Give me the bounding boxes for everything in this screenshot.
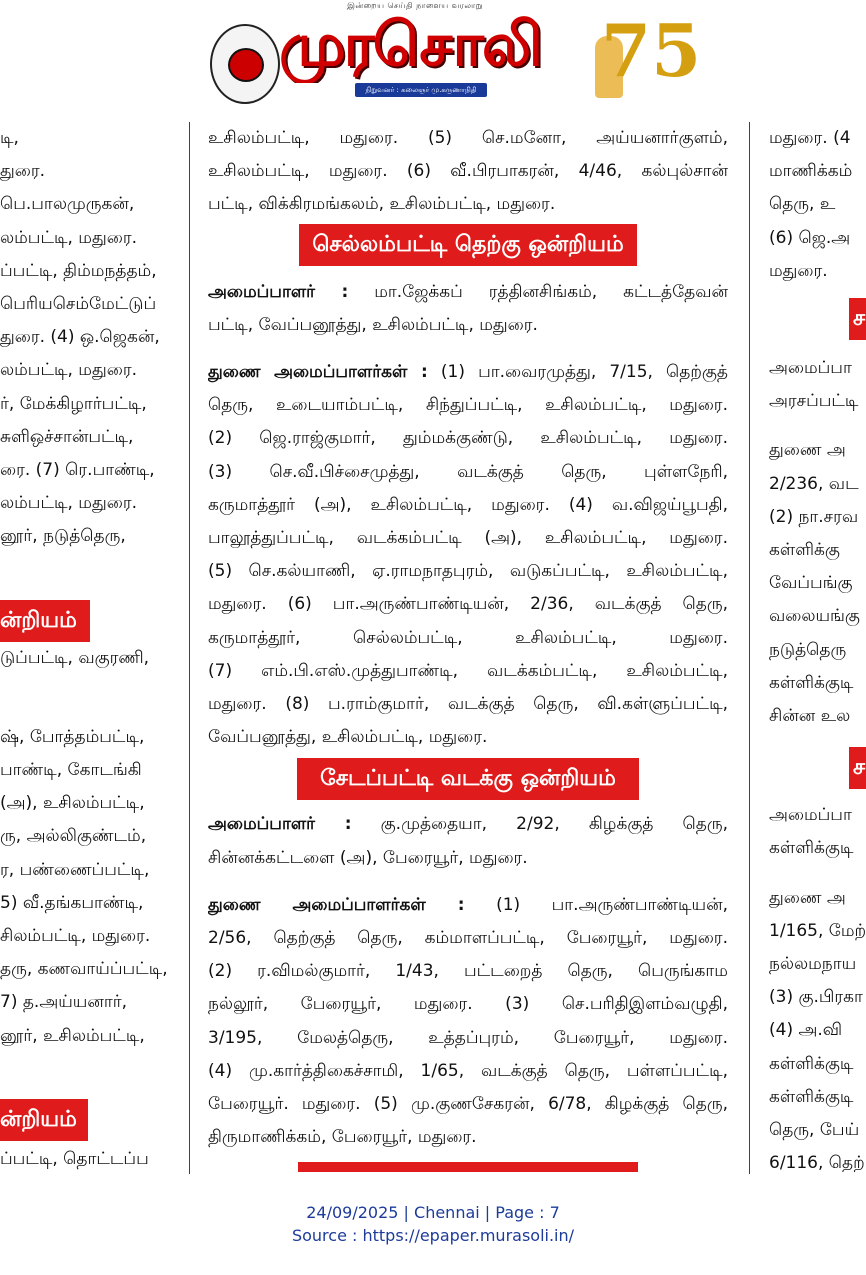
text-line: பேரையூர். மதுரை. (5) மு.குணசேகரன், 6/78, கிழக்குத் தெரு, — [208, 1094, 728, 1115]
text-line: கள்ளிக்குடி — [769, 1086, 854, 1107]
text-line: தெரு, பேய் — [769, 1120, 860, 1141]
text-line: ஷ், போத்தம்பட்டி, — [0, 726, 145, 747]
text-line: வேப்பனூத்து, உசிலம்பட்டி, மதுரை. — [208, 727, 488, 748]
column-divider — [189, 122, 190, 1174]
text-line: (3) கு.பிரகா — [769, 987, 863, 1008]
text-line: கருமாத்தூர், செல்லம்பட்டி, உசிலம்பட்டி, மதுரை. — [208, 627, 728, 648]
section-heading-sellampatti: செல்லம்பட்டி தெற்கு ஒன்றியம் — [299, 224, 637, 266]
deputy-block-2 — [208, 889, 728, 1155]
right-section-heading: ச — [849, 298, 866, 340]
page-footer — [0, 1201, 866, 1247]
left-section-heading-2: ன்றியம் — [0, 1099, 88, 1141]
text-line: னூர், உசிலம்பட்டி, — [0, 1025, 145, 1046]
masthead — [205, 0, 702, 108]
text-line: வேப்பங்கு — [769, 573, 853, 594]
text-line: மாணிக்கம் — [769, 161, 853, 182]
text-line: ரு, அல்லிகுண்டம், — [0, 826, 147, 847]
text-line: சுளிஒச்சான்பட்டி, — [0, 426, 134, 447]
anniversary-number: 75 — [601, 8, 702, 93]
text-line: (2) நா.சரவ — [769, 506, 859, 527]
text-line: நல்லமநாய — [769, 954, 857, 975]
founder-strip: நிறுவனர் : கலைஞர் மு.கருணாநிதி — [355, 83, 487, 97]
text-line: (6) ஜெ.அ — [769, 227, 851, 248]
right-lines — [769, 122, 866, 288]
source-link[interactable]: Source : https://epaper.murasoli.in/ — [291, 1226, 575, 1245]
text-line: மதுரை. (8) ப.ராம்குமார், வடக்குத் தெரு, வி.கள்ளுப்பட்டி, — [208, 694, 728, 715]
next-section-heading-cut — [298, 1162, 638, 1172]
text-line: கருமாத்தூர் (அ), உசிலம்பட்டி, மதுரை. (4) வ.விஜய்பூபதி, — [208, 494, 728, 515]
masthead-tagline: இன்றைய செய்தி நாளைய வரலாறு — [347, 1, 483, 10]
deputy-label: துணை அமைப்பாளர்கள் : — [208, 894, 465, 915]
text-line: கள்ளிக்குடி — [769, 838, 854, 859]
organizer-text: பட்டி, வேப்பனூத்து, உசிலம்பட்டி, மதுரை. — [208, 314, 538, 335]
text-line: கள்ளிக்குடி — [769, 672, 854, 693]
organizer-text: கு.முத்தையா, 2/92, கிழக்குத் தெரு, — [380, 814, 728, 835]
text-line: ர், மேக்கிழார்பட்டி, — [0, 393, 147, 414]
text-line: 7) த.அய்யனார், — [0, 992, 128, 1013]
text-line: மதுரை. (6) பா.அருண்பாண்டியன், 2/36, வடக்குத் தெரு, — [208, 594, 728, 615]
text-line: பாலூத்துப்பட்டி, வடக்கம்பட்டி (அ), உசிலம்பட்டி, மதுரை. — [208, 528, 728, 549]
right-lines5 — [769, 882, 866, 1172]
organizer-text: சின்னக்கட்டளை (அ), பேரையூர், மதுரை. — [208, 847, 528, 868]
text-line: (2) ர.விமல்குமார், 1/43, பட்டறைத் தெரு, பெருங்காம — [208, 961, 728, 982]
text-line: துணை அ — [769, 887, 846, 908]
text-line: திருமாணிக்கம், பேரையூர், மதுரை. — [208, 1127, 477, 1148]
text-line: பட்டி, விக்கிரமங்கலம், உசிலம்பட்டி, மதுரை. — [208, 194, 556, 215]
right-lines3 — [769, 434, 866, 733]
text-line: சிலம்பட்டி, மதுரை. — [0, 926, 151, 947]
text-line: துரை. (4) ஒ.ஜெகன், — [0, 327, 160, 348]
text-line: சின்ன உல — [769, 706, 851, 727]
text-line: தெரு, உடையாம்பட்டி, சிந்துப்பட்டி, உசிலம்பட்டி, மதுரை. — [208, 395, 728, 416]
right-lines4 — [769, 799, 866, 865]
text-line: ர, பண்ணைப்பட்டி, — [0, 859, 150, 880]
deputy-lines — [208, 389, 728, 754]
text-line: லம்பட்டி, மதுரை. — [0, 227, 138, 248]
text-line: அரசப்பட்டி — [769, 391, 859, 412]
left-lines4 — [0, 1143, 183, 1172]
right-column — [769, 122, 866, 1172]
deputy-text: (1) பா.அருண்பாண்டியன், — [496, 894, 728, 915]
intro-paragraph — [208, 122, 728, 222]
text-line: அமைப்பா — [769, 358, 852, 379]
text-line: கள்ளிக்குடி — [769, 1053, 854, 1074]
text-line: னூர், நடுத்தெரு, — [0, 526, 126, 547]
text-line: (அ), உசிலம்பட்டி, — [0, 793, 145, 814]
text-line: தரு, கணவாய்ப்பட்டி, — [0, 959, 168, 980]
text-line: நல்லூர், பேரையூர், மதுரை. (3) செ.பரிதிஇளம்வழுதி, — [208, 994, 728, 1015]
text-line: (2) ஜெ.ராஜ்குமார், தும்மக்குண்டு, உசிலம்பட்டி, மதுரை. — [208, 428, 728, 449]
text-line: (4) அ.வி — [769, 1020, 843, 1041]
right-section-heading-2: ச — [849, 747, 866, 789]
text-line: தெரு, உ — [769, 194, 836, 215]
text-line: பெ.பாலமுருகன், — [0, 194, 135, 215]
organizer-label: அமைப்பாளர் : — [208, 814, 352, 835]
text-line: 1/165, மேற் — [769, 920, 866, 941]
text-line: பாண்டி, கோடங்கி — [0, 760, 142, 781]
text-line: (5) செ.கல்யாணி, ஏ.ராமநாதபுரம், வடுகப்பட்டி, உசிலம்பட்டி, — [208, 561, 728, 582]
text-line: உசிலம்பட்டி, மதுரை. (6) வீ.பிரபாகரன், 4/46, கல்புல்சான் — [208, 161, 728, 182]
left-lines3 — [0, 721, 183, 1053]
text-line: ப்பட்டி, திம்மநத்தம், — [0, 260, 157, 281]
text-line: உசிலம்பட்டி, மதுரை. (5) செ.மனோ, அய்யனார்குளம், — [208, 128, 728, 148]
middle-column — [208, 122, 728, 1172]
text-line: 5) வீ.தங்கபாண்டி, — [0, 892, 144, 913]
text-line: 2/56, தெற்குத் தெரு, கம்மாளப்பட்டி, பேரையூர், மதுரை. — [208, 928, 728, 949]
organizer-label: அமைப்பாளர் : — [208, 281, 349, 302]
text-line: (3) செ.வீ.பிச்சைமுத்து, வடக்குத் தெரு, புள்ளநேரி, — [208, 461, 728, 482]
text-line: டி, — [0, 128, 19, 148]
text-line: நடுத்தெரு — [769, 639, 847, 660]
deputy-block — [208, 356, 728, 754]
text-line: (4) மு.கார்த்திகைச்சாமி, 1/65, வடக்குத் தெரு, பள்ளப்பட்டி, — [208, 1060, 728, 1081]
text-line: (7) எம்.பி.எஸ்.முத்துபாண்டி, வடக்கம்பட்டி, உசிலம்பட்டி, — [208, 660, 728, 681]
text-line: பெரியசெம்மேட்டுப் — [0, 294, 157, 315]
left-lines — [0, 122, 183, 554]
text-line: 6/116, தெற் — [769, 1153, 865, 1172]
text-line: அமைப்பா — [769, 805, 852, 826]
text-line: 2/236, வட — [769, 473, 859, 494]
text-line: டுப்பட்டி, வகுரணி, — [0, 647, 150, 668]
text-line: லம்பட்டி, மதுரை. — [0, 360, 138, 381]
right-lines2 — [769, 352, 866, 418]
text-line: மதுரை. — [769, 260, 828, 281]
left-section-heading: ன்றியம் — [0, 600, 90, 642]
left-lines2 — [0, 642, 183, 675]
newspaper-title: முரசொலி — [279, 10, 541, 80]
column-divider — [749, 122, 750, 1174]
organizer-block-2 — [208, 808, 728, 874]
text-line: துணை அ — [769, 440, 846, 461]
text-line: 3/195, மேலத்தெரு, உத்தப்புரம், பேரையூர், மதுரை. — [208, 1027, 728, 1048]
text-line: லம்பட்டி, மதுரை. — [0, 493, 138, 514]
text-line: துரை. — [0, 161, 46, 182]
deputy-text: (1) பா.வைரமுத்து, 7/15, தெற்குத் — [440, 362, 728, 383]
section-heading-sedapatti: சேடப்பட்டி வடக்கு ஒன்றியம் — [297, 758, 639, 800]
deputy-lines — [208, 922, 728, 1154]
text-line: மதுரை. (4 — [769, 128, 851, 148]
text-line: கள்ளிக்கு — [769, 540, 840, 561]
text-line: வலையங்கு — [769, 606, 860, 627]
deputy-label: துணை அமைப்பாளர்கள் : — [208, 362, 428, 383]
edition-info: 24/09/2025 | Chennai | Page : 7 — [306, 1203, 560, 1222]
anniversary-logo — [595, 6, 702, 101]
text-line: ப்பட்டி, தொட்டப்ப — [0, 1148, 149, 1169]
organizer-block — [208, 276, 728, 342]
party-seal-logo — [210, 24, 280, 104]
left-column — [0, 122, 183, 1172]
text-line: ரை. (7) ரெ.பாண்டி, — [0, 460, 155, 481]
organizer-text: மா.ஜேக்கப் ரத்தினசிங்கம், கட்டத்தேவன் — [374, 281, 728, 302]
